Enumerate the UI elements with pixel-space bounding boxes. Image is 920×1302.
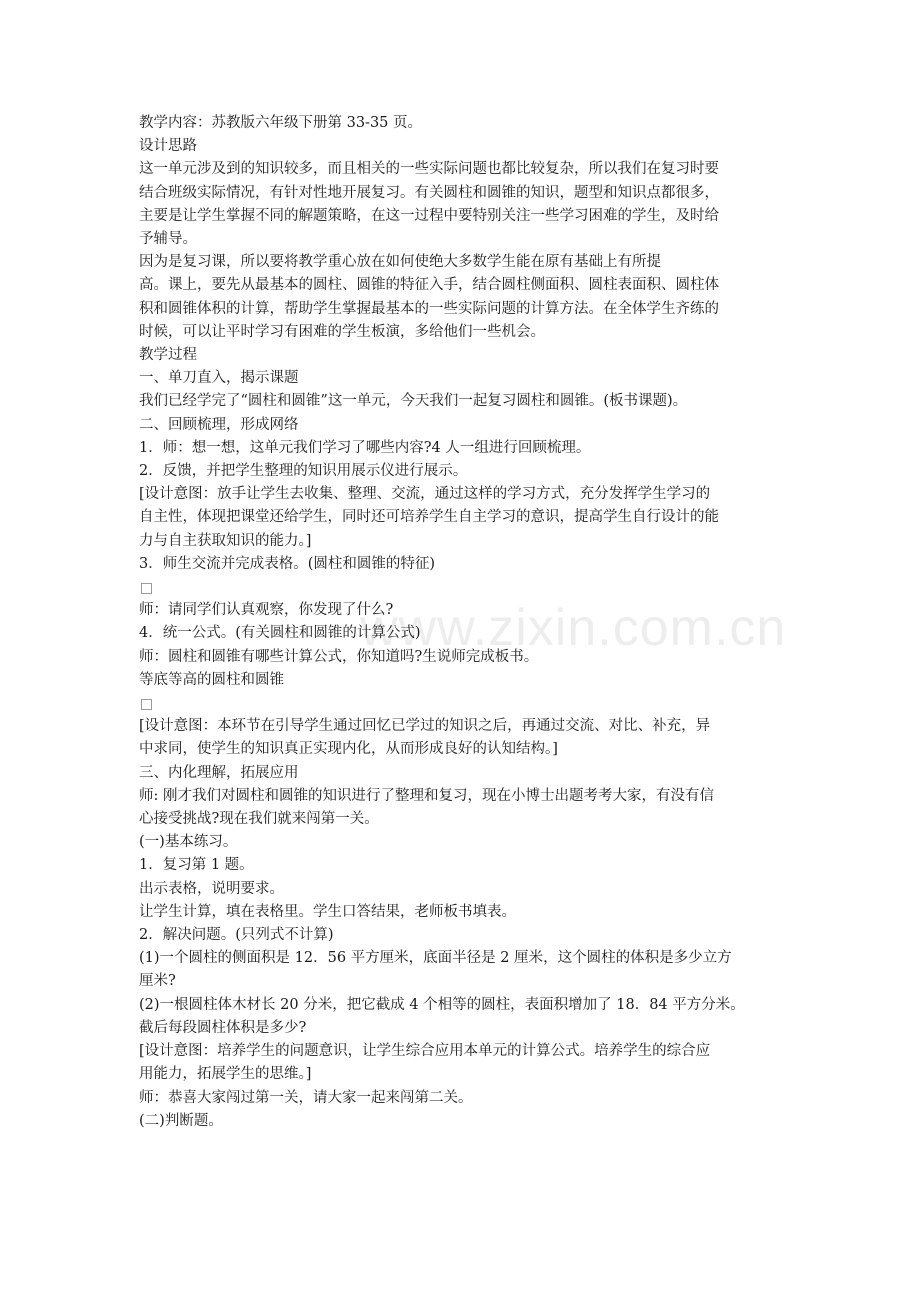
text-line: 让学生计算，填在表格里。学生口答结果，老师板书填表。 [139,903,516,920]
text-line: (二)判断题。 [139,1112,223,1129]
text-line: [设计意图：本环节在引导学生通过回忆已学过的知识之后，再通过交流、对比、补充，异 [139,718,711,735]
missing-image-row [139,692,781,715]
text-line: 用能力，拓展学生的思维。] [139,1066,312,1083]
text-line: 高。课上，要先从最基本的圆柱、圆锥的特征入手，结合圆柱侧面积、圆柱表面积、圆柱体 [139,277,719,294]
text-line: 师：圆柱和圆锥有哪些计算公式，你知道吗?生说师完成板书。 [139,648,539,665]
section-heading: 一、单刀直入，揭示课题 [139,370,299,387]
text-line: 等底等高的圆柱和圆锥 [139,671,284,688]
section-heading: 教学过程 [139,347,197,364]
text-line: 1．复习第 1 题。 [139,857,254,874]
text-line: 厘米? [139,973,176,990]
text-line: [设计意图：放手让学生去收集、整理、交流，通过这样的学习方式，充分发挥学生学习的 [139,486,711,503]
text-line: (一)基本练习。 [139,834,238,851]
text-line: 自主性，体现把课堂还给学生，同时还可培养学生自主学习的意识，提高学生自行设计的能 [139,509,719,526]
text-line: 时候，可以让平时学习有困难的学生板演，多给他们一些机会。 [139,323,545,340]
text-line: 4．统一公式。(有关圆柱和圆锥的计算公式) [139,625,421,642]
text-line: 力与自主获取知识的能力。] [139,532,312,549]
text-line: 我们已经学完了“圆柱和圆锥”这一单元，今天我们一起复习圆柱和圆锥。(板书课题)。 [139,393,688,410]
text-line: 结合班级实际情况，有针对性地开展复习。有关圆柱和圆锥的知识，题型和知识点都很多， [139,184,719,201]
text-line: 3．师生交流并完成表格。(圆柱和圆锥的特征) [139,555,436,572]
text-line: 师：恭喜大家闯过第一关，请大家一起来闯第二关。 [139,1089,473,1106]
text-line: (2)一根圆柱体木材长 20 分米，把它截成 4 个相等的圆柱，表面积增加了 18．84 平方分米。 [139,996,745,1013]
section-heading: 二、回顾梳理，形成网络 [139,416,299,433]
text-line: 这一单元涉及到的知识较多，而且相关的一些实际问题也都比较复杂，所以我们在复习时要 [139,161,719,178]
section-heading: 设计思路 [139,138,197,155]
text-line: 教学内容：苏教版六年级下册第 33-35 页。 [139,115,423,131]
text-line: 2．解决问题。(只列式不计算) [139,927,334,944]
text-line: 中求同，使学生的知识真正实现内化，从而形成良好的认知结构。] [139,741,558,758]
text-line: 心接受挑战?现在我们就来闯第一关。 [139,811,379,828]
text-line: 2．反馈，并把学生整理的知识用展示仪进行展示。 [139,463,468,480]
text-line: 截后每段圆柱体积是多少? [139,1019,307,1036]
watermark: www.zixin.com.cn [360,599,787,657]
section-heading: 三、内化理解，拓展应用 [139,764,299,781]
text-line: 主要是让学生掌握不同的解题策略，在这一过程中要特别关注一些学习困难的学生，及时给 [139,207,719,224]
document-body [139,112,781,1133]
text-line: [设计意图：培养学生的问题意识，让学生综合应用本单元的计算公式。培养学生的综合应 [139,1043,711,1060]
text-line: 予辅导。 [139,231,197,248]
missing-image-row [139,576,781,599]
text-line: 1．师：想一想，这单元我们学习了哪些内容?4 人一组进行回顾梳理。 [139,439,591,456]
text-line: 因为是复习课，所以要将教学重心放在如何使绝大多数学生能在原有基础上有所提 [139,254,661,271]
missing-image-icon [141,583,152,594]
text-line: 积和圆锥体积的计算，帮助学生掌握最基本的一些实际问题的计算方法。在全体学生齐练的 [139,300,719,317]
text-line: 师：请同学们认真观察，你发现了什么? [139,602,394,619]
text-line: 师: 刚才我们对圆柱和圆锥的知识进行了整理和复习，现在小博士出题考考大家，有没有信 [139,787,714,804]
text-line: (1)一个圆柱的侧面积是 12．56 平方厘米，底面半径是 2 厘米，这个圆柱的体积是多少立方 [139,950,732,967]
text-line: 出示表格，说明要求。 [139,880,284,897]
missing-image-icon [141,699,152,710]
